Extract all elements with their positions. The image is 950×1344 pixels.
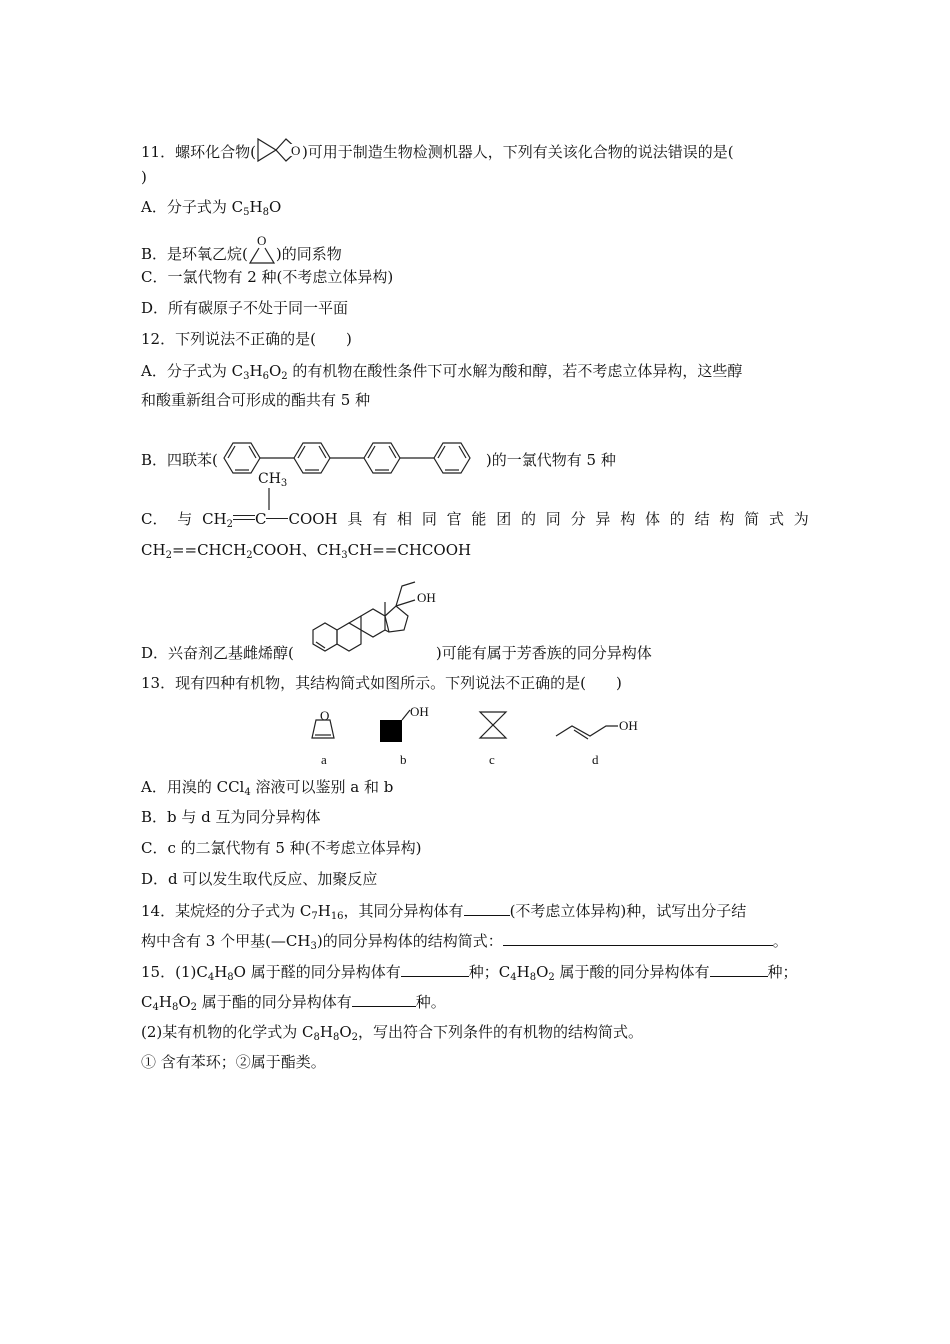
q12-option-c-line2: $CH_2==CHCH_2COOH$、$CH_3CH==CHCOOH$ (141, 541, 472, 561)
q12-option-c-line1: C． 与 $CH_2$ C COOH 具 有 相 同 官 能 团 的 同 分 异 构 体 的 结 构 简 式 为 (141, 510, 809, 530)
answer-blank[interactable] (503, 929, 773, 946)
q11-option-a: A．分子式为 $C_5H_8O$ (141, 198, 282, 218)
q11-option-d: D．所有碳原子不处于同一平面 (141, 299, 349, 317)
q14-line2: 构中含有 3 个甲基$(—CH_3)$的同分异构体的结构简式： 。 (141, 929, 788, 952)
q12-option-a-line2: 和酸重新组合可形成的酯共有 5 种 (141, 391, 371, 409)
answer-blank[interactable] (401, 960, 469, 977)
q12-option-b: B．四联苯( )的一氯代物有 5 种 (141, 440, 616, 482)
q15-line4: ① 含有苯环；②属于酯类。 (141, 1053, 326, 1071)
structure-c (480, 712, 506, 767)
structure-d (556, 718, 638, 767)
q12-option-d: D．兴奋剂乙基雌烯醇( )可能有属于芳香族的同分异构体 (141, 644, 652, 662)
spiro-compound-structure (256, 136, 302, 170)
oxygen-atom-label: O (256, 233, 267, 248)
oxygen-atom-label: O (290, 143, 301, 158)
label-b: b (400, 752, 407, 767)
q13-structures (300, 704, 660, 772)
methacrylic-acid-structure: $CH_2$ C COOH (202, 510, 338, 530)
q13-option-a: A．用溴的 CCl$_4$ 溶液可以鉴别 a 和 b (141, 778, 394, 798)
q13-stem: 13．现有四种有机物，其结构简式如图所示。下列说法不正确的是( ) (141, 674, 622, 692)
q11-option-c: C．一氯代物有 2 种(不考虑立体异构) (141, 268, 394, 286)
label-a: a (321, 752, 327, 767)
q13-option-c: C．c 的二氯代物有 5 种(不考虑立体异构) (141, 839, 422, 857)
structure-a (312, 708, 334, 767)
q15-line1: 15．$(1)C_4H_8O$ 属于醛的同分异构体有 种；$C_4H_8O_2$ 属于酸的同分异构体有 种； (141, 960, 798, 983)
ch3-group-label: $CH_3$ (258, 471, 288, 489)
label-d: d (592, 752, 599, 767)
answer-blank[interactable] (352, 990, 416, 1007)
label-c: c (489, 752, 495, 767)
q12-stem: 12．下列说法不正确的是( ) (141, 330, 352, 348)
q15-line2: $C_4H_8O_2$ 属于酯的同分异构体有 种。 (141, 990, 446, 1013)
structure-b (380, 704, 429, 767)
answer-blank[interactable] (464, 899, 510, 916)
svg-text:OH: OH (619, 718, 638, 733)
q11-option-b: B．是环氧乙烷( O )的同系物 (141, 236, 342, 274)
svg-text:OH: OH (410, 704, 429, 719)
svg-text:O: O (320, 708, 330, 723)
q11-stem: 11．螺环化合物( O )可用于制造生物检测机器人，下列有关该化合物的说法错误的是( (141, 136, 734, 170)
methyl-bond-line (268, 488, 270, 510)
q13-option-d: D．d 可以发生取代反应、加聚反应 (141, 870, 378, 888)
hydroxyl-label: OH (417, 590, 436, 605)
answer-blank[interactable] (710, 960, 768, 977)
q13-option-b: B．b 与 d 互为同分异构体 (141, 808, 321, 826)
q12-option-a-line1: A．分子式为 $C_3H_6O_2$ 的有机物在酸性条件下可水解为酸和醇，若不考虑立体异构，这些醇 (141, 362, 743, 382)
q11-stem-close: ) (141, 168, 147, 186)
q15-line3: (2)某有机物的化学式为 $C_8H_8O_2$，写出符合下列条件的有机物的结构简式。 (141, 1023, 644, 1043)
q14-line1: 14．某烷烃的分子式为 $C_7H_{16}$，其同分异构体有 (不考虑立体异构)种，试写出分子结 (141, 899, 746, 922)
